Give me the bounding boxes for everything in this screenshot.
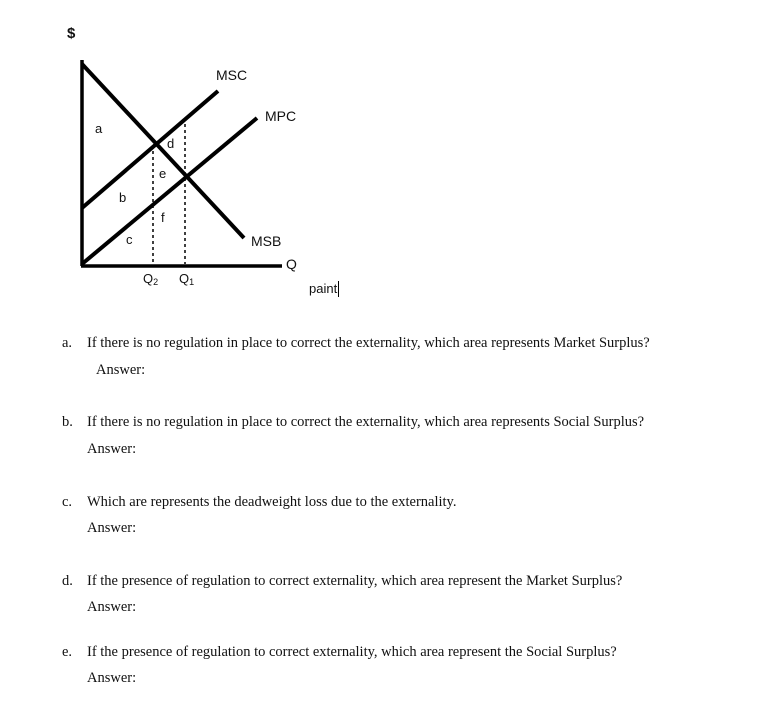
- msc-label: MSC: [216, 67, 248, 83]
- question-c-text: Which are represents the deadweight loss due to the externality.: [87, 494, 457, 510]
- y-axis-label: $: [67, 25, 76, 42]
- area-a-label: a: [95, 121, 103, 136]
- area-b-label: b: [119, 190, 127, 205]
- answer-c-label: Answer:: [87, 520, 137, 536]
- question-d-text: If the presence of regulation to correct externality, which area represent the Market Surplus?: [87, 573, 623, 589]
- q1-tick-main: Q: [179, 271, 190, 286]
- question-e-text: If the presence of regulation to correct externality, which area represent the Social Surplus?: [87, 644, 617, 660]
- q1-tick-label: [179, 271, 194, 287]
- question-a-letter: a.: [62, 335, 73, 351]
- q1-tick-sub: 1: [189, 277, 195, 287]
- q2-tick-label: [143, 271, 158, 287]
- area-e-label: e: [159, 166, 167, 181]
- answer-e-label: Answer:: [87, 670, 137, 686]
- x-axis-label: Q: [286, 256, 297, 272]
- question-c: [62, 493, 456, 511]
- answer-b-label: Answer:: [87, 441, 137, 457]
- q2-tick-sub: 2: [153, 277, 159, 287]
- question-b: [62, 413, 644, 431]
- question-b-text: If there is no regulation in place to correct the externality, which area represents Social Surplus?: [87, 414, 645, 430]
- area-d-label: d: [167, 136, 175, 151]
- question-b-letter: b.: [62, 414, 73, 430]
- paint-text-cursor-label[interactable]: paint: [309, 281, 338, 296]
- area-f-label: f: [161, 210, 165, 225]
- msb-label: MSB: [251, 233, 282, 249]
- answer-d-label: Answer:: [87, 599, 137, 615]
- question-d-letter: d.: [62, 573, 73, 589]
- question-a-text: If there is no regulation in place to correct the externality, which area represents Market Surplus?: [87, 335, 650, 351]
- question-e-letter: e.: [62, 644, 73, 660]
- q2-tick-main: Q: [143, 271, 154, 286]
- question-c-letter: c.: [62, 494, 73, 510]
- answer-a-label: Answer:: [96, 362, 146, 378]
- question-a: [62, 334, 650, 352]
- mpc-label: MPC: [265, 108, 297, 124]
- externality-graph: [0, 0, 761, 300]
- area-c-label: c: [126, 232, 133, 247]
- question-d: [62, 572, 622, 590]
- question-e: [62, 643, 617, 661]
